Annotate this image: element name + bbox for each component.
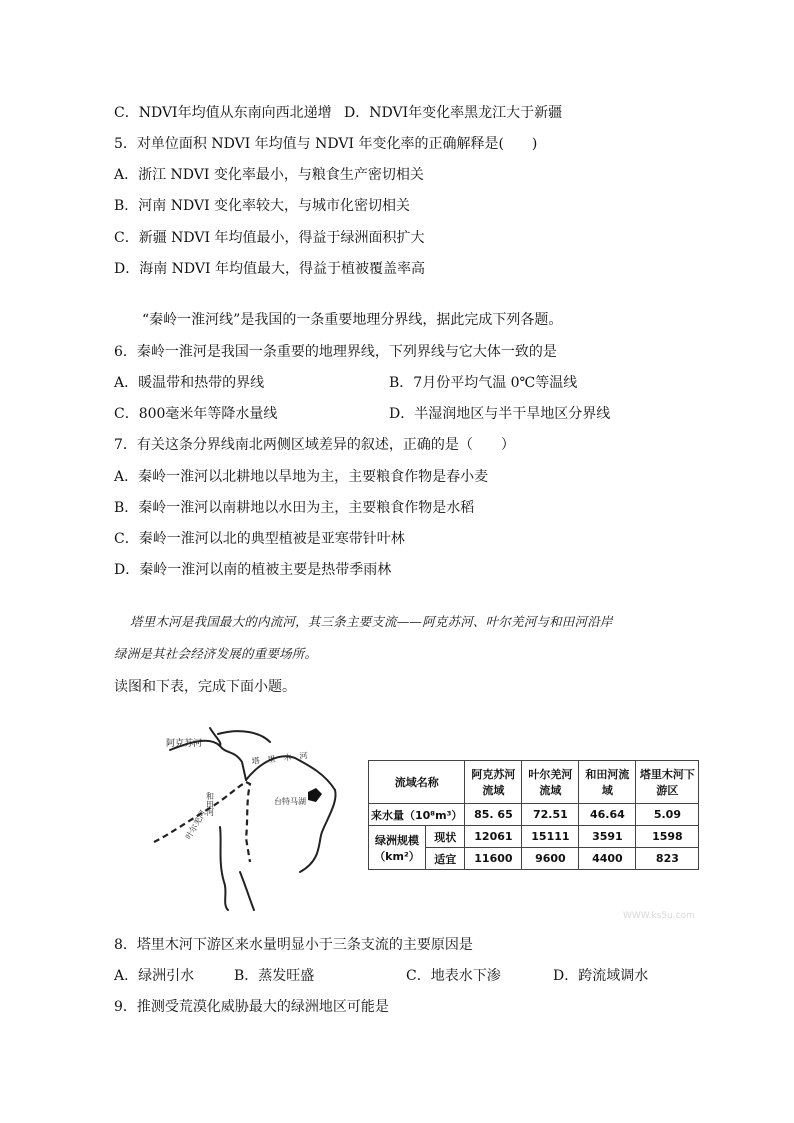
option-d-q5: D．海南 NDVI 年均值最大，得益于植被覆盖率高 bbox=[114, 261, 425, 277]
cell-suitable: 11600 bbox=[465, 848, 522, 870]
option-c-q5: C．新疆 NDVI 年均值最小，得益于绿洲面积扩大 bbox=[114, 230, 425, 246]
read-instruction: 读图和下表，完成下面小题。 bbox=[114, 679, 296, 695]
row-oasis-label: 绿洲规模（km²） bbox=[369, 826, 426, 870]
label-yarkand: 叶尔羌河 bbox=[183, 808, 208, 841]
cell-inflow: 72.51 bbox=[522, 804, 579, 826]
option-a-q6: A．暖温带和热带的界线 bbox=[114, 375, 265, 391]
cell-suitable: 9600 bbox=[522, 848, 579, 870]
intro-tarim-2: 绿洲是其社会经济发展的重要场所。 bbox=[114, 646, 318, 661]
hotan-river-east bbox=[240, 872, 254, 910]
question-8: 8．塔里木河下游区来水量明显小于三条支流的主要原因是 bbox=[114, 937, 473, 953]
label-taitema: 台特马湖 bbox=[274, 797, 306, 806]
th-akesu: 阿克苏河流域 bbox=[465, 761, 522, 804]
option-b-q6: B．7月份平均气温 0℃等温线 bbox=[389, 375, 578, 391]
label-hotan: 和田河 bbox=[205, 792, 215, 816]
label-suitable: 适宜 bbox=[426, 848, 465, 870]
option-b-q8: B．蒸发旺盛 bbox=[234, 968, 315, 984]
row-inflow-label: 来水量（10⁸m³） bbox=[369, 804, 465, 826]
basin-data-table bbox=[368, 760, 699, 870]
option-c-q4: C．NDVI年均值从东南向西北递增 bbox=[114, 105, 332, 121]
th-hotan: 和田河流域 bbox=[579, 761, 636, 804]
option-d-q8: D．跨流域调水 bbox=[553, 968, 649, 984]
th-yarkand: 叶尔羌河流域 bbox=[522, 761, 579, 804]
intro-qinling: “秦岭一淮河线”是我国的一条重要地理分界线，据此完成下列各题。 bbox=[128, 312, 563, 328]
question-9: 9．推测受荒漠化威胁最大的绿洲地区可能是 bbox=[114, 999, 389, 1015]
option-c-q6: C．800毫米年等降水量线 bbox=[114, 406, 278, 422]
watermark: WWW.ks5u.com bbox=[623, 911, 695, 921]
option-d-q4: D．NDVI年变化率黑龙江大于新疆 bbox=[344, 105, 563, 121]
option-a-q7: A．秦岭一淮河以北耕地以旱地为主，主要粮食作物是春小麦 bbox=[114, 469, 489, 485]
tarim-river-map bbox=[150, 722, 360, 912]
cell-current: 15111 bbox=[522, 826, 579, 848]
option-c-q8: C．地表水下渗 bbox=[406, 968, 501, 984]
cell-current: 1598 bbox=[636, 826, 699, 848]
hotan-river-west bbox=[220, 827, 228, 910]
cell-current: 3591 bbox=[579, 826, 636, 848]
question-6: 6．秦岭一淮河是我国一条重要的地理界线，下列界线与它大体一致的是 bbox=[114, 344, 557, 360]
label-akesu: 阿克苏河 bbox=[166, 739, 203, 749]
cell-suitable: 823 bbox=[636, 848, 699, 870]
option-a-q5: A．浙江 NDVI 变化率最小，与粮食生产密切相关 bbox=[114, 167, 424, 183]
cell-inflow: 46.64 bbox=[579, 804, 636, 826]
question-5: 5．对单位面积 NDVI 年均值与 NDVI 年变化率的正确解释是( ) bbox=[114, 136, 538, 152]
cell-inflow: 5.09 bbox=[636, 804, 699, 826]
th-basin-name: 流域名称 bbox=[369, 761, 465, 804]
option-b-q5: B．河南 NDVI 变化率较大，与城市化密切相关 bbox=[114, 198, 411, 214]
label-tarim: 塔 里 木 河 bbox=[251, 751, 308, 766]
intro-tarim-1: 塔里木河是我国最大的内流河，其三条主要支流——阿克苏河、叶尔羌河与和田河沿岸 bbox=[130, 614, 613, 629]
taitema-lake bbox=[308, 788, 322, 802]
tarim-upper bbox=[218, 731, 270, 742]
option-d-q7: D．秦岭一淮河以南的植被主要是热带季雨林 bbox=[114, 562, 392, 578]
option-c-q7: C．秦岭一淮河以北的典型植被是亚寒带针叶林 bbox=[114, 531, 405, 547]
option-a-q8: A．绿洲引水 bbox=[114, 968, 195, 984]
label-current: 现状 bbox=[426, 826, 465, 848]
th-tarim-lower: 塔里木河下游区 bbox=[636, 761, 699, 804]
cell-inflow: 85. 65 bbox=[465, 804, 522, 826]
question-7: 7．有关这条分界线南北两侧区域差异的叙述，正确的是（ ） bbox=[114, 437, 515, 453]
option-b-q7: B．秦岭一淮河以南耕地以水田为主，主要粮食作物是水稻 bbox=[114, 500, 475, 516]
option-d-q6: D．半湿润地区与半干旱地区分界线 bbox=[389, 406, 611, 422]
cell-suitable: 4400 bbox=[579, 848, 636, 870]
cell-current: 12061 bbox=[465, 826, 522, 848]
